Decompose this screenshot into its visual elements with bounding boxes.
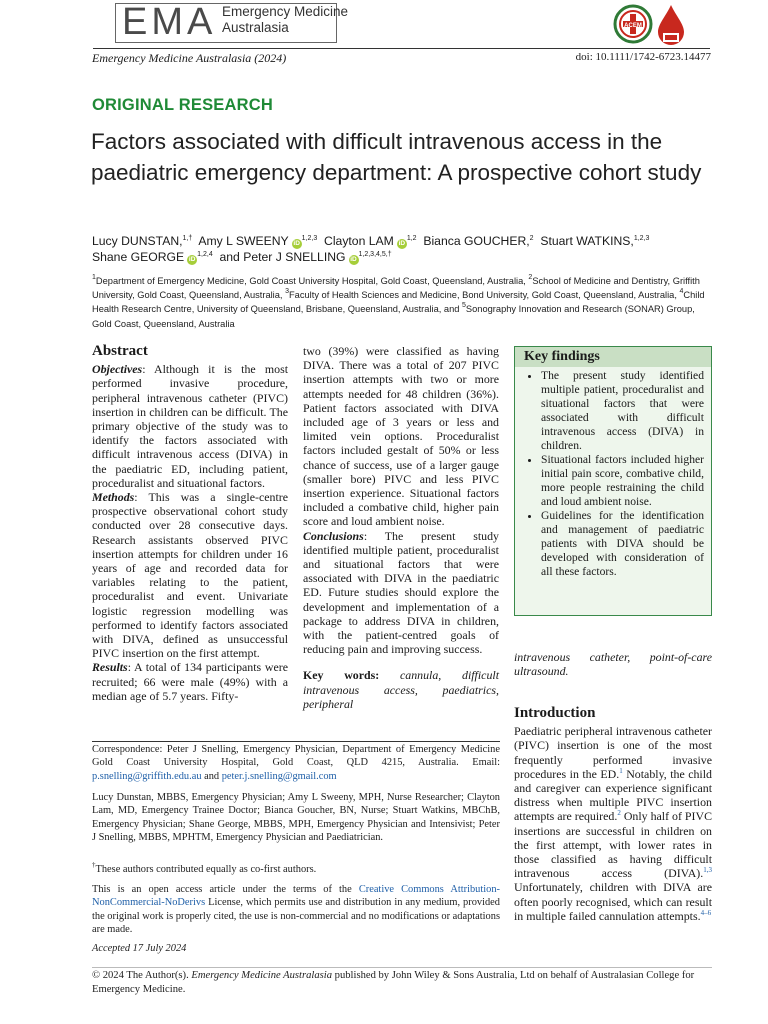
acem-emblem-icon (613, 2, 653, 46)
accepted-date: Accepted 17 July 2024 (92, 943, 187, 954)
journal-logo-name: Emergency Medicine Australasia (222, 4, 349, 35)
introduction-section (514, 706, 712, 923)
orcid-icon[interactable]: iD (350, 256, 357, 263)
introduction-paragraph: Paediatric peripheral intravenous catheter (PIVC) insertion is one of the most frequently performed invasive procedures in the ED.$^1$ Notably, the child and caregiver can experience significant distress when multiple PIVC insertion attempts are required.$^2$ Only half of PIVC insertions are successful in children on the first attempt, with lower rates in those classified as having difficult intravenous access (DIVA).$^{1,3}$ Unfortunately, children with DIVA are often poorly recognised, which can result in multiple failed cannulation attempts.$^{4-6}$ (514, 724, 712, 923)
abstract-objectives: Objectives: Although it is the most performed invasive procedure, peripheral intravenous catheter (PIVC) insertion in children can be difficult. The primary objective of the study was to identify the factors associated with difficult intravenous access (DIVA) in the paediatric ED, including patient, proceduralist and situational factors. (92, 362, 288, 490)
header-rule (93, 48, 710, 49)
license-note: This is an open access article under the terms of the Creative Commons Attribution-NonCommercial-NoDerivs License, which permits use and distribution in any medium, provided the original work is properly cited, the use is non-commercial and no modifications or adaptations are made. (92, 884, 501, 935)
abstract-column-1 (92, 344, 288, 703)
abstract-results-cont: two (39%) were classified as having DIVA. There was a total of 207 PIVC insertion attempts with two or more attempts needed for 48 children (36%). Patient factors associated with DIVA included age of 3 years or less and limited vein options. Proceduralist factors included gestalt of 50% or less chance of success, use of a larger gauge (smaller bore) PIVC and less PIVC insertion experience. Situational factors included a combative child, higher pain score and loud ambient noise. (303, 344, 499, 529)
author: Clayton LAM iD$^{1,2}$ (324, 234, 417, 248)
doi: doi: 10.1111/1742-6723.14477 (575, 51, 711, 63)
reference-link[interactable]: 1 (619, 766, 623, 775)
reference-link[interactable]: 2 (617, 809, 621, 818)
keywords: Key words: cannula, difficult intravenous access, paediatrics, peripheral (303, 668, 499, 711)
key-findings-list (515, 369, 711, 579)
key-findings-heading: Key findings (515, 347, 711, 367)
blood-drop-emblem-icon (654, 2, 688, 46)
author-roles: Lucy Dunstan, MBBS, Emergency Physician; Amy L Sweeny, MPH, Nurse Researcher; Clayton Lam, MD, Emergency Trainee Doctor; Bianca Goucher, BN, Nurse; Stuart Watkins, MBChB, Emergency Physician; Shane George, MBBS, MPH, Emergency Physician and Intensivist; Peter J Snelling, MBBS, MPHTM, Emergency Physician and Paediatrician. (92, 792, 500, 843)
key-findings-box (514, 346, 712, 616)
author: Shane GEORGE iD$^{1,2,4}$ (92, 250, 213, 264)
email-link[interactable]: p.snelling@griffith.edu.au (92, 770, 202, 782)
orcid-icon[interactable]: iD (398, 240, 406, 247)
journal-logo-letters: EMA (122, 1, 217, 43)
abstract-conclusions: Conclusions: The present study identified multiple patient, proceduralist and situational factors that were associated with DIVA in the paediatric ED. Future studies should explore the development and implementation of a package to address DIVA in children, with the patient-centred goals of reducing pain and improving success. (303, 528, 499, 657)
reference-link[interactable]: 1,3 (703, 866, 712, 875)
journal-citation: Emergency Medicine Australasia (2024) (92, 51, 287, 65)
email-link[interactable]: peter.j.snelling@gmail.com (221, 770, 337, 782)
author: Bianca GOUCHER,$^2$ (423, 234, 534, 248)
key-finding-item: • Situational factors included higher initial pain score, combative child, more people restraining the child and loud ambient noise. (541, 453, 704, 509)
abstract-heading: Abstract (92, 343, 148, 359)
key-finding-item: • Guidelines for the identification and management of paediatric patients with DIVA should be developed with consideration of all these factors. (541, 509, 704, 579)
cofirst-note: †These authors contributed equally as co-first authors. (92, 861, 317, 875)
section-label: ORIGINAL RESEARCH (92, 96, 273, 114)
abstract-methods: Methods: This was a single-centre prospective observational cohort study conducted over 28 consecutive days. Research assistants observed PIVC insertion attempts for children under 16 years of age and recorded data for variables relating to the patient, proceduralist and event. Univariate logistic regression modelling was performed to identify factors associated with DIVA, defined as unsuccessful PIVC insertion on the first attempt. (92, 490, 288, 661)
affiliations: $^1$Department of Emergency Medicine, Gold Coast University Hospital, Gold Coast, Queensland, Australia, $^2$School of Medicine and Dentistry, Griffith University, Gold Coast, Queensland, Australia, $^3$Faculty of Health Sciences and Medicine, Bond University, Gold Coast, Queensland, Australia, $^4$Child Health Research Centre, University of Queensland, Brisbane, Queensland, Australia, and $^5$Sonography Innovation and Research (SONAR) Group, Gold Coast, Queensland, Australia (92, 274, 705, 329)
emblem-text: ACEM (624, 23, 642, 29)
footer-rule (92, 967, 712, 968)
author: and Peter J SNELLING $iD^{1,2,3,4,5,\dagger}$ (219, 250, 392, 264)
author: Lucy DUNSTAN,$^{1,\dagger}$ (92, 234, 193, 248)
author: Stuart WATKINS,$^{1,2,3}$ (540, 234, 650, 248)
keywords-continued: intravenous catheter, point-of-care ultrasound. (514, 650, 712, 679)
article-title: Factors associated with difficult intravenous access in the paediatric emergency department: A prospective cohort study (91, 129, 702, 185)
orcid-icon[interactable]: iD (293, 240, 300, 247)
author-list (92, 233, 722, 265)
license-link[interactable]: Creative Commons Attribution-NonCommercial-NoDerivs (92, 884, 501, 909)
correspondence: Correspondence: Peter J Snelling, Emergency Physician, Department of Emergency Medicine Gold Coast University Hospital, Gold Coast, QLD 4215, Australia. Email: p.snelling@griffith.edu.au and peter.j.snelling@gmail.com (92, 744, 500, 782)
introduction-heading: Introduction (514, 705, 596, 721)
key-finding-item: • The present study identified multiple patient, proceduralist and situational factors that were associated with difficult intravenous access (DIVA) in children. (541, 369, 704, 453)
abstract-column-2 (303, 344, 499, 711)
orcid-icon[interactable]: iD (188, 256, 196, 263)
copyright: © 2024 The Author(s). Emergency Medicine Australasia published by John Wiley & Sons Australia, Ltd on behalf of Australasian College for Emergency Medicine. (92, 970, 695, 995)
footnote-rule (92, 741, 500, 742)
author: Amy L SWEENY iD$^{1,2,3}$ (198, 234, 318, 248)
abstract-results-start: Results: A total of 134 participants were recruited; 66 were male (49%) with a median age of 5.7 years. Fifty- (92, 660, 288, 703)
reference-link[interactable]: 4–6 (700, 908, 712, 917)
